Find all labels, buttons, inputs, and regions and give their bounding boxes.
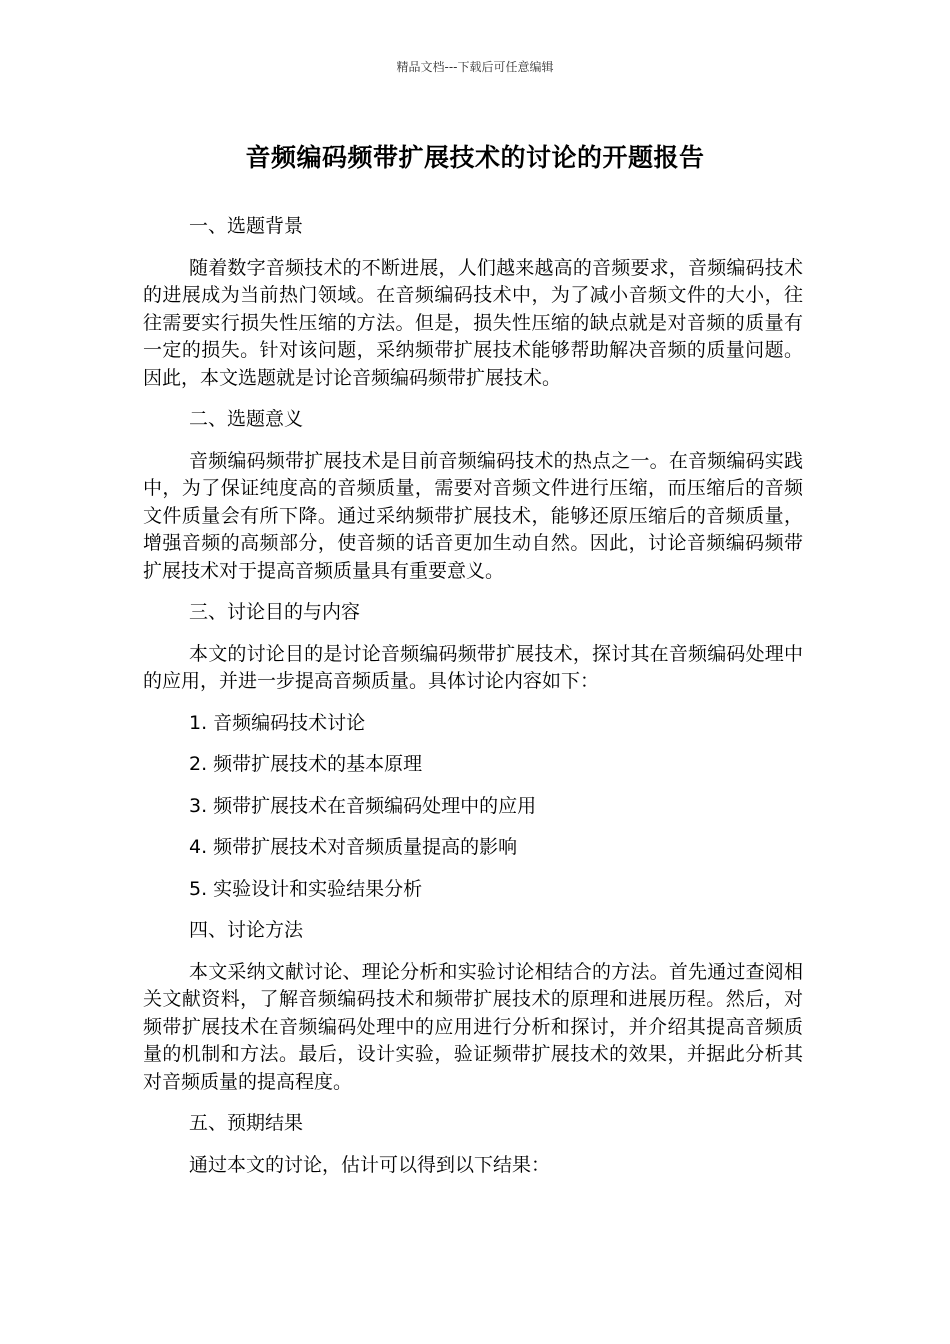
list-item-number: 2. xyxy=(189,753,208,775)
list-item xyxy=(143,793,803,821)
section-paragraph-method: 本文采纳文献讨论、理论分析和实验讨论相结合的方法。首先通过查阅相关文献资料，了解音频编码技术和频带扩展技术的原理和进展历程。然后，对频带扩展技术在音频编码处理中的应用进行分析和探讨，并介绍其提高音频质量的机制和方法。最后，设计实验，验证频带扩展技术的效果，并据此分析其对音频质量的提高程度。 xyxy=(143,960,803,1093)
list-item-number: 3. xyxy=(189,794,208,817)
list-item xyxy=(143,834,803,862)
section-paragraph-background: 随着数字音频技术的不断进展，人们越来越高的音频要求，音频编码技术的进展成为当前热门领域。在音频编码技术中，为了减小音频文件的大小，往往需要实行损失性压缩的方法。但是，损失性压缩的缺点就是对音频的质量有一定的损失。针对该问题，采纳频带扩展技术能够帮助解决音频的质量问题。因此，本文选题就是讨论音频编码频带扩展技术。 xyxy=(143,256,803,389)
section-paragraph-expected-results: 通过本文的讨论，估计可以得到以下结果： xyxy=(189,1153,551,1176)
document-body xyxy=(143,213,803,1193)
section-paragraph-purpose: 本文的讨论目的是讨论音频编码频带扩展技术，探讨其在音频编码处理中的应用，并进一步提高音频质量。具体讨论内容如下： xyxy=(143,642,803,692)
list-item xyxy=(143,751,803,779)
list-item-text: 频带扩展技术的基本原理 xyxy=(213,753,423,775)
document-title: 音频编码频带扩展技术的讨论的开题报告 xyxy=(245,143,705,172)
section-heading-background: 一、选题背景 xyxy=(189,215,304,237)
section-heading-purpose: 三、讨论目的与内容 xyxy=(189,601,361,623)
list-item xyxy=(143,876,803,904)
list-item-number: 1. xyxy=(189,711,208,734)
list-item-text: 频带扩展技术对音频质量提高的影响 xyxy=(213,836,518,858)
list-item-number: 5. xyxy=(189,877,208,900)
header-note: 精品文档---下载后可任意编辑 xyxy=(396,60,554,74)
list-item xyxy=(143,710,803,738)
section-paragraph-significance: 音频编码频带扩展技术是目前音频编码技术的热点之一。在音频编码实践中，为了保证纯度高的音频质量，需要对音频文件进行压缩，而压缩后的音频文件质量会有所下降。通过采纳频带扩展技术，能够还原压缩后的音频质量，增强音频的高频部分，使音频的话音更加生动自然。因此，讨论音频编码频带扩展技术对于提高音频质量具有重要意义。 xyxy=(143,449,803,582)
list-item-text: 频带扩展技术在音频编码处理中的应用 xyxy=(213,794,537,817)
section-heading-significance: 二、选题意义 xyxy=(189,408,304,430)
list-item-text: 实验设计和实验结果分析 xyxy=(213,877,423,900)
section-heading-expected-results: 五、预期结果 xyxy=(189,1112,304,1134)
list-item-number: 4. xyxy=(189,836,208,858)
list-item-text: 音频编码技术讨论 xyxy=(213,711,366,734)
section-heading-method: 四、讨论方法 xyxy=(189,919,304,941)
